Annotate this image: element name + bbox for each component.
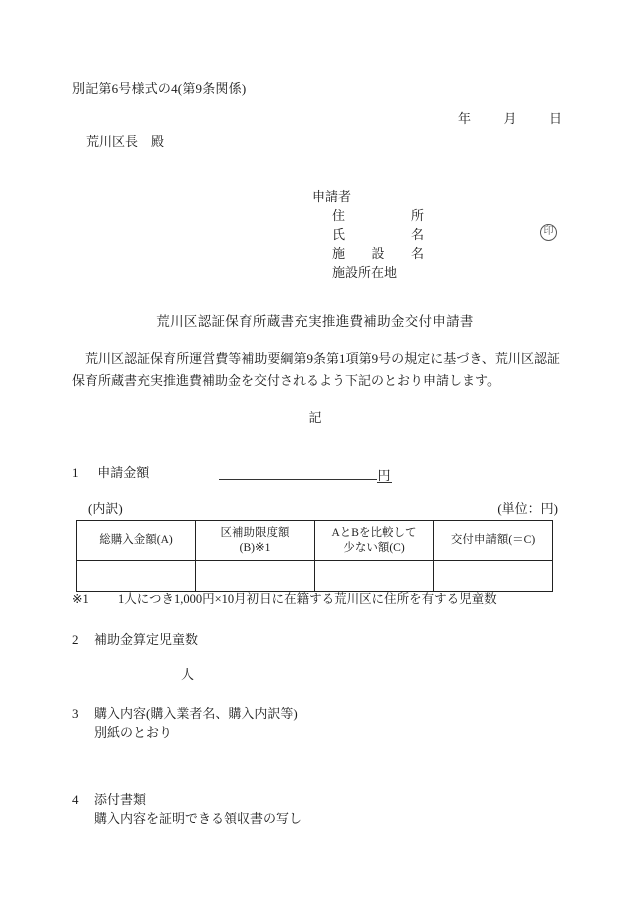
seal-icon: 印 xyxy=(540,224,557,241)
table-cell-lesser-amount[interactable] xyxy=(315,561,434,592)
section-3-label: 購入内容(購入業者名、購入内訳等) xyxy=(94,706,298,721)
applicant-facility-address-row xyxy=(312,263,424,282)
applicant-block xyxy=(312,187,554,282)
footnote-text: 1人につき1,000円×10月初日に在籍する荒川区に住所を有する児童数 xyxy=(118,592,497,606)
document-title: 荒川区認証保育所蔵書充実推進費補助金交付申請書 xyxy=(156,314,474,329)
table-cell-grant-request[interactable] xyxy=(434,561,553,592)
table-header-row xyxy=(77,521,553,561)
table-footnote xyxy=(72,589,497,607)
section-3-detail: 別紙のとおり xyxy=(94,725,173,740)
table-header-grant-request: 交付申請額(＝C) xyxy=(434,521,553,561)
table-header-lesser-amount: AとBを比較して 少ない額(C) xyxy=(315,521,434,561)
unit-note: (単位：円) xyxy=(497,501,558,516)
section-2-number: 2 xyxy=(72,632,79,647)
applicant-facility-name-row xyxy=(312,244,424,263)
addressee: 荒川区長 殿 xyxy=(86,134,165,149)
table-header-total-purchase: 総購入金額(A) xyxy=(77,521,196,561)
table-cell-ward-limit[interactable] xyxy=(196,561,315,592)
section-4-label: 添付書類 xyxy=(94,792,147,807)
section-2-label: 補助金算定児童数 xyxy=(94,632,199,647)
section-2-child-count xyxy=(72,629,198,648)
application-amount-field[interactable] xyxy=(219,462,377,480)
breakdown-label: (内訳) xyxy=(88,501,123,516)
applicant-address-row xyxy=(312,206,424,225)
date-year: 年 xyxy=(457,111,471,126)
form-code: 別記第6号様式の4(第9条関係) xyxy=(72,81,247,96)
application-amount-unit: 円 xyxy=(377,465,392,483)
applicant-name-row xyxy=(312,225,554,244)
applicant-heading: 申請者 xyxy=(312,189,352,204)
date-month: 月 xyxy=(503,111,517,126)
breakdown-table xyxy=(76,520,553,592)
section-4-attachments xyxy=(72,789,146,808)
table-cell-total-purchase[interactable] xyxy=(77,561,196,592)
section-1-number: 1 xyxy=(72,465,79,480)
section-4-detail: 購入内容を証明できる領収書の写し xyxy=(94,811,303,826)
body-paragraph: 荒川区認証保育所運営費等補助要綱第9条第1項第9号の規定に基づき、荒川区認証保育所蔵書充実推進費補助金を交付されるよう下記のとおり申請します。 xyxy=(72,351,560,388)
section-1-label: 申請金額 xyxy=(97,465,150,480)
section-2-unit: 人 xyxy=(181,667,195,682)
applicant-facility-address-label: 施設所在地 xyxy=(332,265,398,280)
ki-marker: 記 xyxy=(308,410,322,425)
table-row xyxy=(77,561,553,592)
footnote-mark: ※1 xyxy=(72,592,89,606)
date-line xyxy=(0,108,630,127)
applicant-address-label: 住 所 xyxy=(332,208,424,223)
applicant-name-label: 氏 名 xyxy=(332,227,424,242)
applicant-facility-name-label: 施 設 名 xyxy=(332,246,424,261)
section-1-application-amount xyxy=(72,462,392,483)
date-day: 日 xyxy=(548,111,562,126)
table-header-ward-limit: 区補助限度額 (B)※1 xyxy=(196,521,315,561)
section-4-number: 4 xyxy=(72,792,79,807)
section-3-number: 3 xyxy=(72,706,79,721)
section-3-purchase-details xyxy=(72,703,298,722)
